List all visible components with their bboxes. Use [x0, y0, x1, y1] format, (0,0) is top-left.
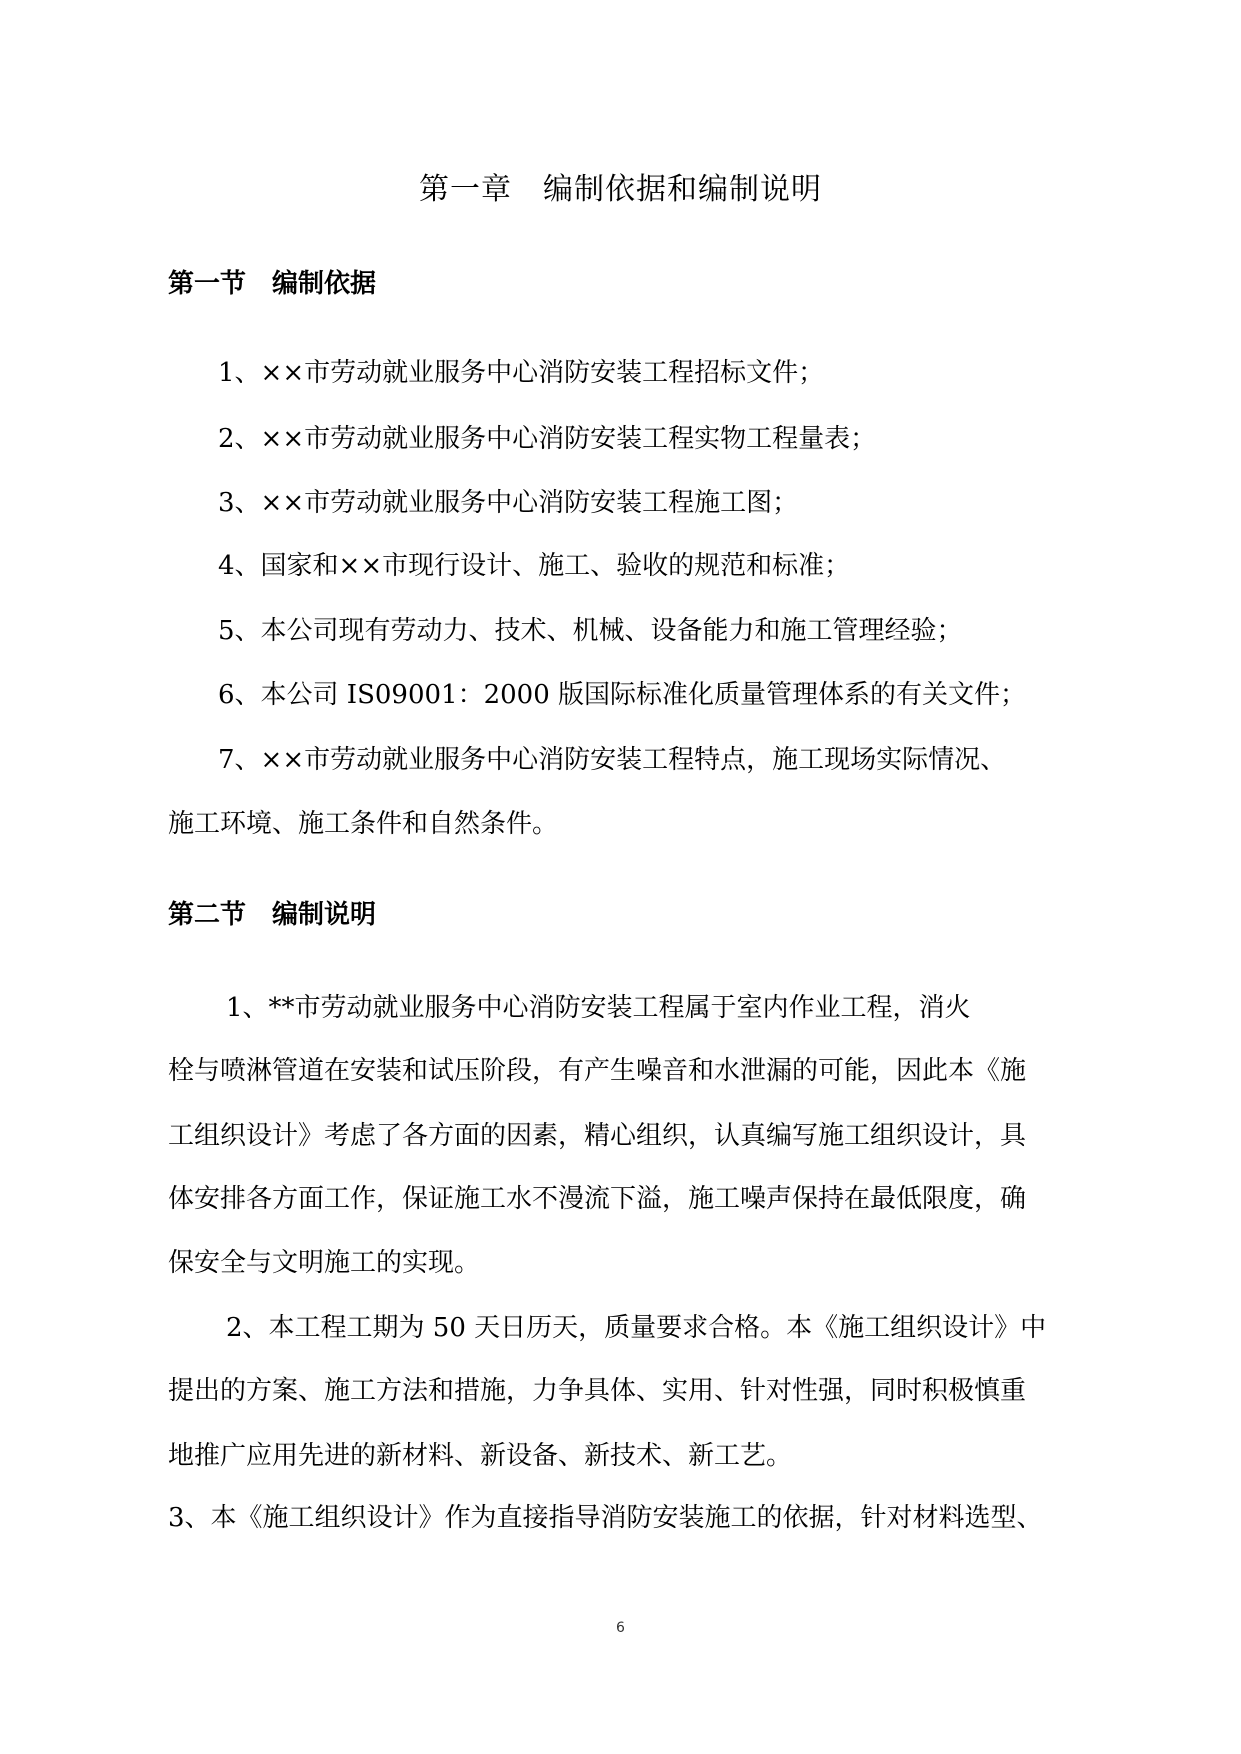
basis-item-6: 6、本公司 IS09001：2000 版国际标准化质量管理体系的有关文件； [218, 680, 1027, 710]
notes-para-1-line-2: 栓与喷淋管道在安装和试压阶段，有产生噪音和水泄漏的可能，因此本《施 [168, 1056, 1027, 1086]
basis-item-4: 4、国家和××市现行设计、施工、验收的规范和标准； [218, 551, 851, 581]
chapter-title: 第一章 编制依据和编制说明 [419, 172, 822, 207]
basis-item-2: 2、××市劳动就业服务中心消防安装工程实物工程量表； [218, 424, 877, 454]
notes-para-2-line-3: 地推广应用先进的新材料、新设备、新技术、新工艺。 [168, 1441, 793, 1471]
basis-item-3: 3、××市劳动就业服务中心消防安装工程施工图； [218, 488, 799, 518]
section-title-notes: 第二节 编制说明 [168, 900, 377, 930]
basis-item-1: 1、××市劳动就业服务中心消防安装工程招标文件； [218, 358, 825, 388]
notes-para-2-line-1: 2、本工程工期为 50 天日历天，质量要求合格。本《施工组织设计》中 [226, 1313, 1047, 1343]
notes-para-1-line-4: 体安排各方面工作，保证施工水不漫流下溢，施工噪声保持在最低限度，确 [168, 1184, 1027, 1214]
notes-para-1-line-3: 工组织设计》考虑了各方面的因素，精心组织，认真编写施工组织设计，具 [168, 1121, 1027, 1151]
notes-para-1-line-1: 1、**市劳动就业服务中心消防安装工程属于室内作业工程，消火 [226, 993, 971, 1023]
page-number: 6 [616, 1620, 625, 1636]
notes-para-2-line-2: 提出的方案、施工方法和措施，力争具体、实用、针对性强，同时积极慎重 [168, 1376, 1027, 1406]
notes-para-3-line-1: 3、本《施工组织设计》作为直接指导消防安装施工的依据，针对材料选型、 [168, 1503, 1043, 1533]
section-title-basis: 第一节 编制依据 [168, 269, 377, 299]
basis-item-5: 5、本公司现有劳动力、技术、机械、设备能力和施工管理经验； [218, 616, 963, 646]
basis-item-7-line-2: 施工环境、施工条件和自然条件。 [168, 809, 559, 839]
basis-item-7-line-1: 7、××市劳动就业服务中心消防安装工程特点，施工现场实际情况、 [218, 745, 1007, 775]
notes-para-1-line-5: 保安全与文明施工的实现。 [168, 1248, 481, 1278]
